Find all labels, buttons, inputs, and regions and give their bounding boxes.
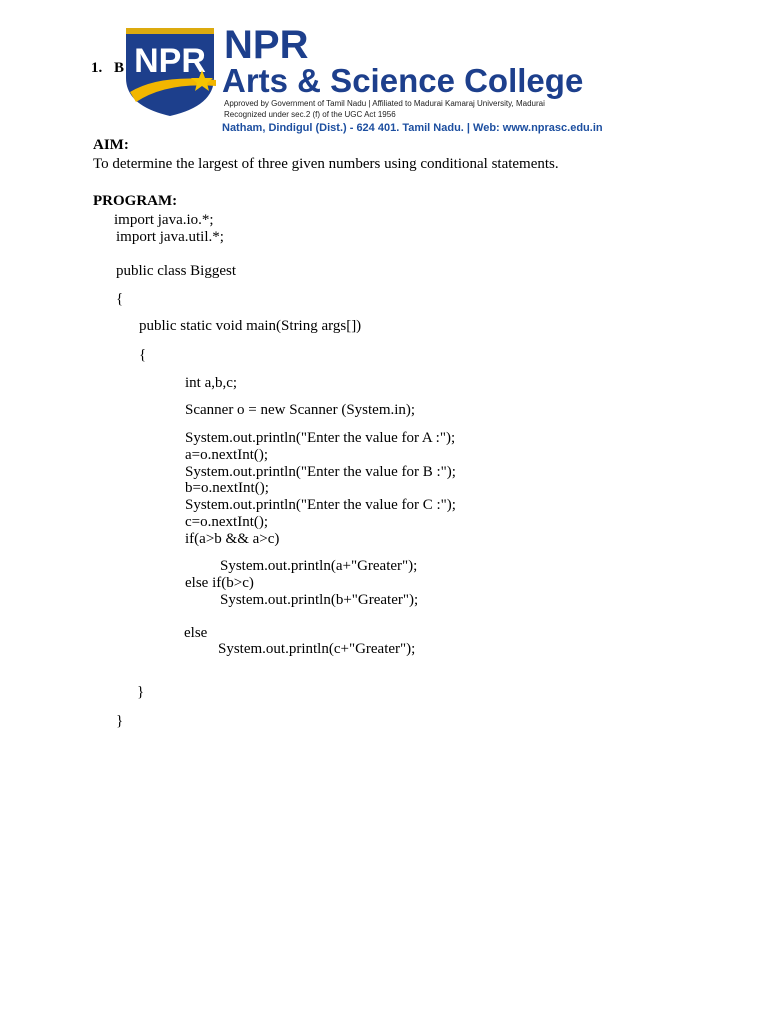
program-label: PROGRAM: [93, 193, 178, 209]
code-line: import java.util.*; [116, 229, 224, 245]
code-line: { [139, 347, 147, 363]
approval-text: Approved by Government of Tamil Nadu | Affiliated to Madurai Kamaraj University, Madurai [224, 99, 545, 108]
code-line: a=o.nextInt(); [185, 447, 269, 463]
code-line: public class Biggest [116, 263, 236, 279]
code-line: if(a>b && a>c) [185, 531, 280, 547]
recognition-text: Recognized under sec.2 (f) of the UGC Act 1956 [224, 110, 396, 119]
code-line: int a,b,c; [185, 375, 238, 391]
exercise-title-initial: B [114, 60, 125, 76]
code-line: Scanner o = new Scanner (System.in); [185, 402, 416, 418]
code-line: System.out.println(b+"Greater"); [220, 592, 419, 608]
code-line: import java.io.*; [114, 212, 214, 228]
exercise-number: 1. [91, 60, 103, 76]
code-line: public static void main(String args[]) [139, 318, 362, 334]
code-line: System.out.println("Enter the value for C :"); [185, 497, 456, 513]
college-name-line1: NPR [224, 23, 309, 67]
npr-shield-emblem-icon [120, 22, 220, 118]
college-name-line2: Arts & Science College [222, 62, 584, 99]
code-line: System.out.println(a+"Greater"); [220, 558, 418, 574]
aim-label: AIM: [93, 137, 129, 153]
aim-text: To determine the largest of three given numbers using conditional statements. [93, 156, 559, 172]
code-line: else if(b>c) [185, 575, 254, 591]
emblem-text: NPR [134, 42, 206, 80]
college-letterhead [120, 22, 634, 138]
code-line: System.out.println(c+"Greater"); [218, 641, 416, 657]
code-line: else [184, 625, 208, 641]
code-line: } [116, 713, 124, 729]
code-line: System.out.println("Enter the value for B :"); [185, 464, 456, 480]
code-line: { [116, 291, 124, 307]
code-line: } [137, 684, 145, 700]
code-line: b=o.nextInt(); [185, 480, 269, 496]
code-line: System.out.println("Enter the value for A :"); [185, 430, 456, 446]
address-text: Natham, Dindigul (Dist.) - 624 401. Tamil Nadu. | Web: www.nprasc.edu.in [222, 122, 603, 134]
code-line: c=o.nextInt(); [185, 514, 269, 530]
